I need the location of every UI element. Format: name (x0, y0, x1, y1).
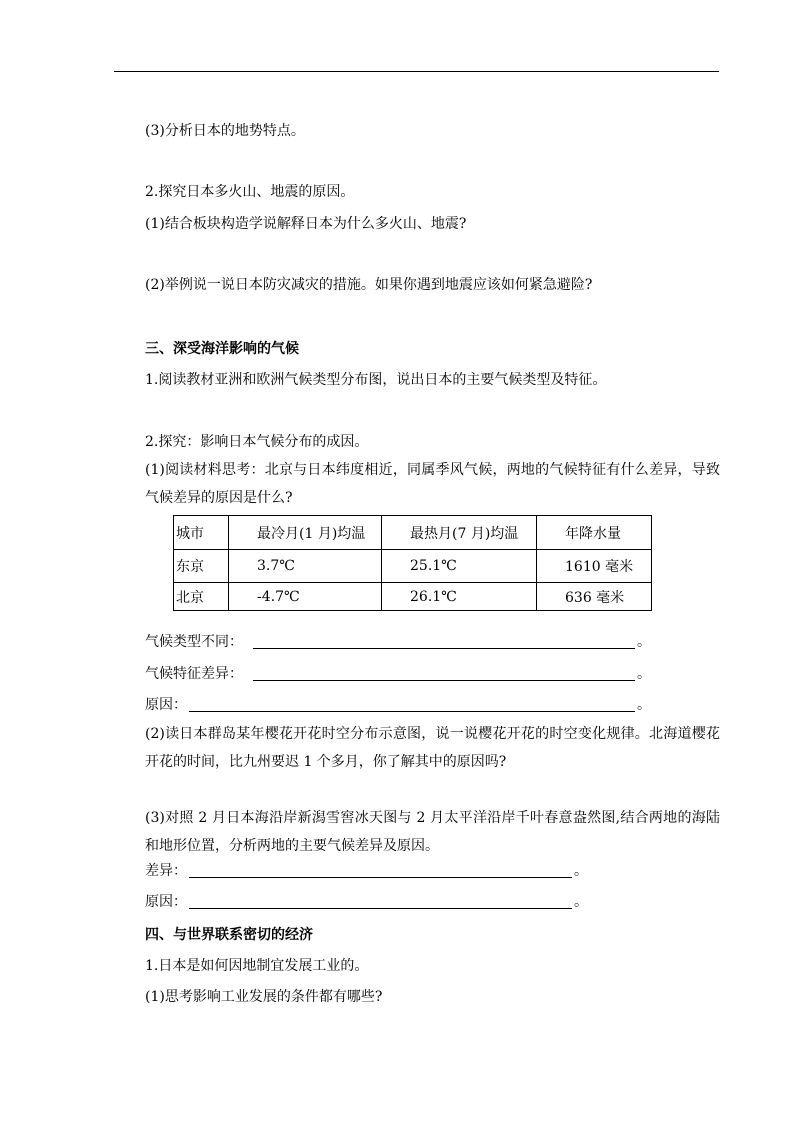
header-rule (114, 71, 719, 72)
question-disaster-prevention: (2)举例说一说日本防灾减灾的措施。如果你遇到地震应该如何紧急避险? (145, 277, 593, 293)
fill-label-difference: 差异： (145, 863, 187, 879)
table-cell-city: 东京 (174, 550, 229, 583)
blank-climate-feature[interactable] (253, 680, 635, 681)
question-beijing-japan (145, 456, 720, 512)
blank-climate-type[interactable] (253, 648, 635, 649)
question-industry: 1.日本是如何因地制宜发展工业的。 (145, 958, 369, 974)
period-mark: 。 (574, 894, 588, 910)
section-climate-causes: 2.探究：影响日本气候分布的成因。 (145, 434, 369, 450)
fill-label-climate-type: 气候类型不同： (145, 634, 243, 650)
blank-reason-2[interactable] (189, 908, 572, 909)
table-header-coldest: 最冷月(1 月)均温 (229, 516, 382, 550)
question-climate-type: 1.阅读教材亚洲和欧洲气候类型分布图，说出日本的主要气候类型及特征。 (145, 372, 607, 388)
table-cell-precip: 636 毫米 (537, 583, 652, 611)
question-industry-conditions: (1)思考影响工业发展的条件都有哪些? (145, 989, 383, 1005)
table-cell-coldest: 3.7℃ (229, 550, 382, 583)
table-cell-precip: 1610 毫米 (537, 550, 652, 583)
table-cell-hottest: 26.1℃ (382, 583, 537, 611)
table-header-precip: 年降水量 (537, 516, 652, 550)
question-beijing-japan-text: (1)阅读材料思考：北京与日本纬度相近，同属季风气候，两地的气候特征有什么差异，导致气候差异的原因是什么? (145, 462, 720, 506)
section-volcano-title: 2.探究日本多火山、地震的原因。 (145, 184, 355, 200)
table-row (174, 583, 652, 611)
blank-difference[interactable] (189, 877, 572, 878)
fill-label-reason: 原因： (145, 697, 187, 713)
table-cell-city: 北京 (174, 583, 229, 611)
blank-reason[interactable] (189, 711, 635, 712)
heading-climate: 三、深受海洋影响的气候 (145, 341, 299, 357)
question-niigata-chiba (145, 804, 720, 860)
table-header-city: 城市 (174, 516, 229, 550)
table-row (174, 550, 652, 583)
question-cherry-blossom (145, 720, 720, 776)
climate-table (173, 515, 652, 611)
question-niigata-chiba-text: (3)对照 2 月日本海沿岸新潟雪窖冰天图与 2 月太平洋沿岸千叶春意盎然图,结合两地的海陆和地形位置，分析两地的主要气候差异及原因。 (145, 810, 720, 854)
period-mark: 。 (637, 634, 651, 650)
heading-economy: 四、与世界联系密切的经济 (145, 927, 313, 943)
period-mark: 。 (637, 666, 651, 682)
question-cherry-blossom-text: (2)读日本群岛某年樱花开花时空分布示意图，说一说樱花开花的时空变化规律。北海道樱花开花的时间，比九州要迟 1 个多月，你了解其中的原因吗? (145, 726, 720, 770)
period-mark: 。 (637, 697, 651, 713)
question-terrain: (3)分析日本的地势特点。 (145, 123, 305, 139)
table-cell-hottest: 25.1℃ (382, 550, 537, 583)
question-plate-tectonics: (1)结合板块构造学说解释日本为什么多火山、地震? (145, 216, 467, 232)
period-mark: 。 (574, 863, 588, 879)
fill-label-climate-feature: 气候特征差异： (145, 666, 243, 682)
table-cell-coldest: -4.7℃ (229, 583, 382, 611)
table-header-row (174, 516, 652, 550)
fill-label-reason-2: 原因： (145, 894, 187, 910)
table-header-hottest: 最热月(7 月)均温 (382, 516, 537, 550)
